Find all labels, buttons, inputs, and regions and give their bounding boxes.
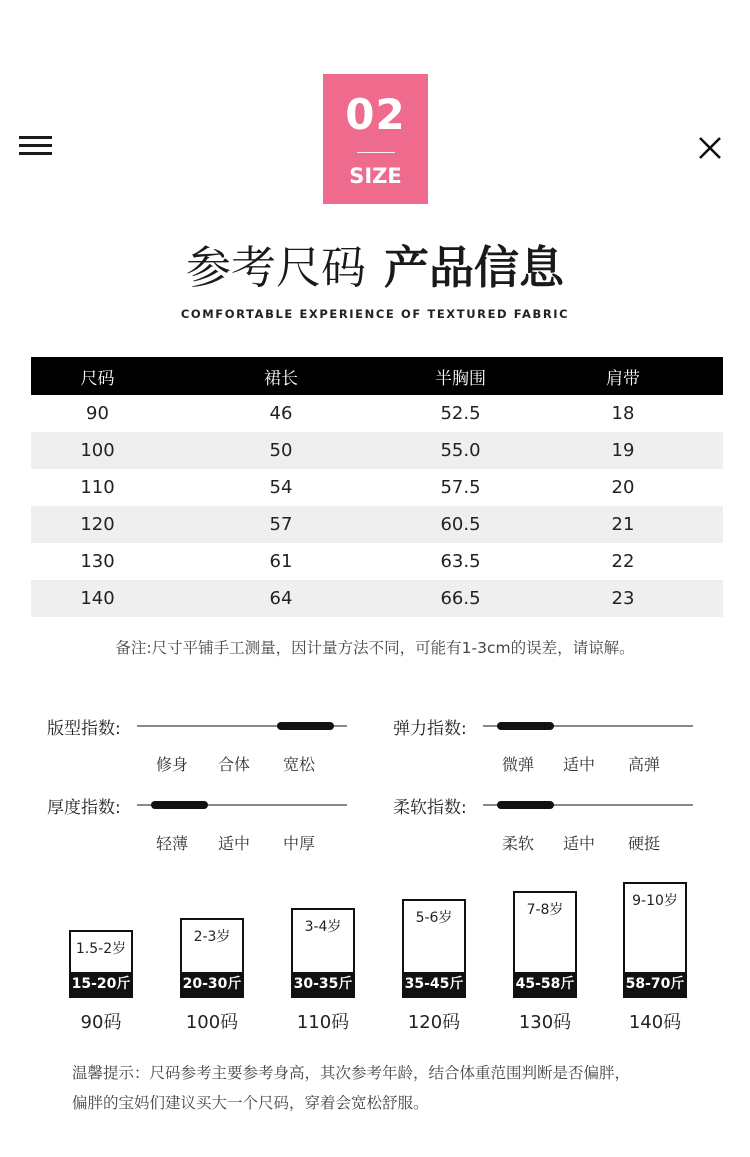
table-cell: 60.5 bbox=[440, 514, 481, 535]
index-option: 适中 bbox=[563, 755, 596, 774]
kid-weight: 58-70斤 bbox=[625, 972, 685, 996]
index-option: 高弹 bbox=[628, 755, 661, 774]
measurement-note: 备注:尺寸平铺手工测量，因计量方法不同，可能有1-3cm的误差，请谅解。 bbox=[115, 639, 635, 657]
table-cell: 19 bbox=[611, 440, 635, 461]
index-marker bbox=[497, 722, 554, 730]
kid-size-box bbox=[513, 891, 577, 998]
title-bold: 产品信息 bbox=[384, 241, 565, 294]
tip-line: 温馨提示：尺码参考主要参考身高，其次参考年龄，结合体重范围判断是否偏胖， bbox=[72, 1064, 631, 1082]
kid-size-box bbox=[69, 930, 133, 998]
kid-size-label: 90码 bbox=[80, 1012, 122, 1033]
table-cell: 57 bbox=[269, 514, 293, 535]
kid-size-box bbox=[402, 899, 466, 998]
index-option: 中厚 bbox=[283, 834, 316, 853]
table-row bbox=[31, 395, 723, 432]
kid-size-label: 110码 bbox=[296, 1012, 350, 1033]
table-row bbox=[31, 506, 723, 543]
table-cell: 130 bbox=[80, 551, 115, 572]
kid-weight: 30-35斤 bbox=[293, 972, 353, 996]
kid-size-card bbox=[291, 908, 355, 998]
kid-weight: 35-45斤 bbox=[404, 972, 464, 996]
kid-size-card bbox=[402, 899, 466, 998]
index-label: 厚度指数: bbox=[47, 798, 121, 818]
index-option: 柔软 bbox=[502, 834, 535, 853]
close-icon[interactable] bbox=[697, 135, 723, 161]
elasticity-index bbox=[393, 714, 703, 774]
table-cell: 120 bbox=[80, 514, 115, 535]
kid-age: 1.5-2岁 bbox=[75, 941, 127, 957]
kid-size-box bbox=[180, 918, 244, 998]
table-cell: 23 bbox=[611, 588, 635, 609]
table-cell: 22 bbox=[611, 551, 635, 572]
header-cell-length: 裙长 bbox=[264, 368, 298, 389]
index-option: 宽松 bbox=[283, 755, 316, 774]
index-option: 轻薄 bbox=[156, 834, 189, 853]
index-option: 修身 bbox=[156, 755, 189, 774]
table-cell: 20 bbox=[611, 477, 635, 498]
badge-divider bbox=[357, 152, 395, 153]
size-table bbox=[31, 357, 723, 617]
kid-size-card bbox=[513, 891, 577, 998]
kid-size-box bbox=[623, 882, 687, 998]
kid-age: 5-6岁 bbox=[415, 910, 453, 926]
kid-age: 2-3岁 bbox=[193, 929, 231, 945]
table-row bbox=[31, 580, 723, 617]
table-cell: 57.5 bbox=[440, 477, 481, 498]
kid-age: 3-4岁 bbox=[304, 919, 342, 935]
table-cell: 55.0 bbox=[440, 440, 481, 461]
kid-size-box bbox=[291, 908, 355, 998]
header-cell-size: 尺码 bbox=[80, 368, 115, 389]
tip-line: 偏胖的宝妈们建议买大一个尺码，穿着会宽松舒服。 bbox=[72, 1094, 429, 1112]
badge-number: 02 bbox=[345, 90, 406, 139]
table-cell: 52.5 bbox=[440, 403, 481, 424]
fit-index bbox=[47, 714, 357, 774]
kid-size-card bbox=[623, 882, 687, 998]
index-option: 微弹 bbox=[502, 755, 535, 774]
table-cell: 66.5 bbox=[440, 588, 481, 609]
size-tip bbox=[72, 1058, 712, 1118]
header-cell-strap: 肩带 bbox=[606, 368, 640, 389]
index-marker bbox=[277, 722, 334, 730]
page-title bbox=[0, 240, 750, 296]
badge-label: SIZE bbox=[349, 164, 402, 188]
index-marker bbox=[151, 801, 208, 809]
table-cell: 110 bbox=[80, 477, 115, 498]
kid-weight: 20-30斤 bbox=[182, 972, 242, 996]
table-cell: 100 bbox=[80, 440, 115, 461]
kid-weight: 15-20斤 bbox=[71, 972, 131, 996]
index-option: 适中 bbox=[563, 834, 596, 853]
kid-age: 9-10岁 bbox=[632, 893, 678, 909]
index-option: 合体 bbox=[218, 755, 251, 774]
softness-index bbox=[393, 793, 703, 853]
table-cell: 50 bbox=[269, 440, 293, 461]
kid-size-card bbox=[69, 930, 133, 998]
table-cell: 61 bbox=[269, 551, 293, 572]
table-cell: 63.5 bbox=[440, 551, 481, 572]
size-section-badge bbox=[323, 74, 428, 204]
table-row bbox=[31, 469, 723, 506]
kid-size-card bbox=[180, 918, 244, 998]
kid-size-label: 100码 bbox=[185, 1012, 239, 1033]
kid-size-label: 120码 bbox=[407, 1012, 461, 1033]
table-cell: 21 bbox=[611, 514, 635, 535]
header-cell-chest: 半胸围 bbox=[435, 368, 486, 389]
index-label: 弹力指数: bbox=[393, 719, 467, 739]
table-cell: 18 bbox=[611, 403, 635, 424]
table-cell: 140 bbox=[80, 588, 115, 609]
kid-size-label: 140码 bbox=[628, 1012, 682, 1033]
index-label: 版型指数: bbox=[47, 719, 121, 739]
title-light: 参考尺码 bbox=[185, 241, 366, 294]
kid-weight: 45-58斤 bbox=[515, 972, 575, 996]
hamburger-icon[interactable] bbox=[19, 136, 52, 156]
thickness-index bbox=[47, 793, 357, 853]
index-option: 适中 bbox=[218, 834, 251, 853]
table-cell: 90 bbox=[86, 403, 109, 424]
kid-age: 7-8岁 bbox=[526, 902, 564, 918]
table-cell: 64 bbox=[269, 588, 293, 609]
index-option: 硬挺 bbox=[628, 834, 661, 853]
table-row bbox=[31, 432, 723, 469]
table-cell: 46 bbox=[269, 403, 293, 424]
table-row bbox=[31, 543, 723, 580]
table-header bbox=[31, 357, 723, 395]
kid-size-label: 130码 bbox=[518, 1012, 572, 1033]
index-label: 柔软指数: bbox=[393, 798, 467, 818]
index-marker bbox=[497, 801, 554, 809]
page-subtitle: COMFORTABLE EXPERIENCE OF TEXTURED FABRIC bbox=[180, 307, 570, 321]
table-cell: 54 bbox=[269, 477, 293, 498]
